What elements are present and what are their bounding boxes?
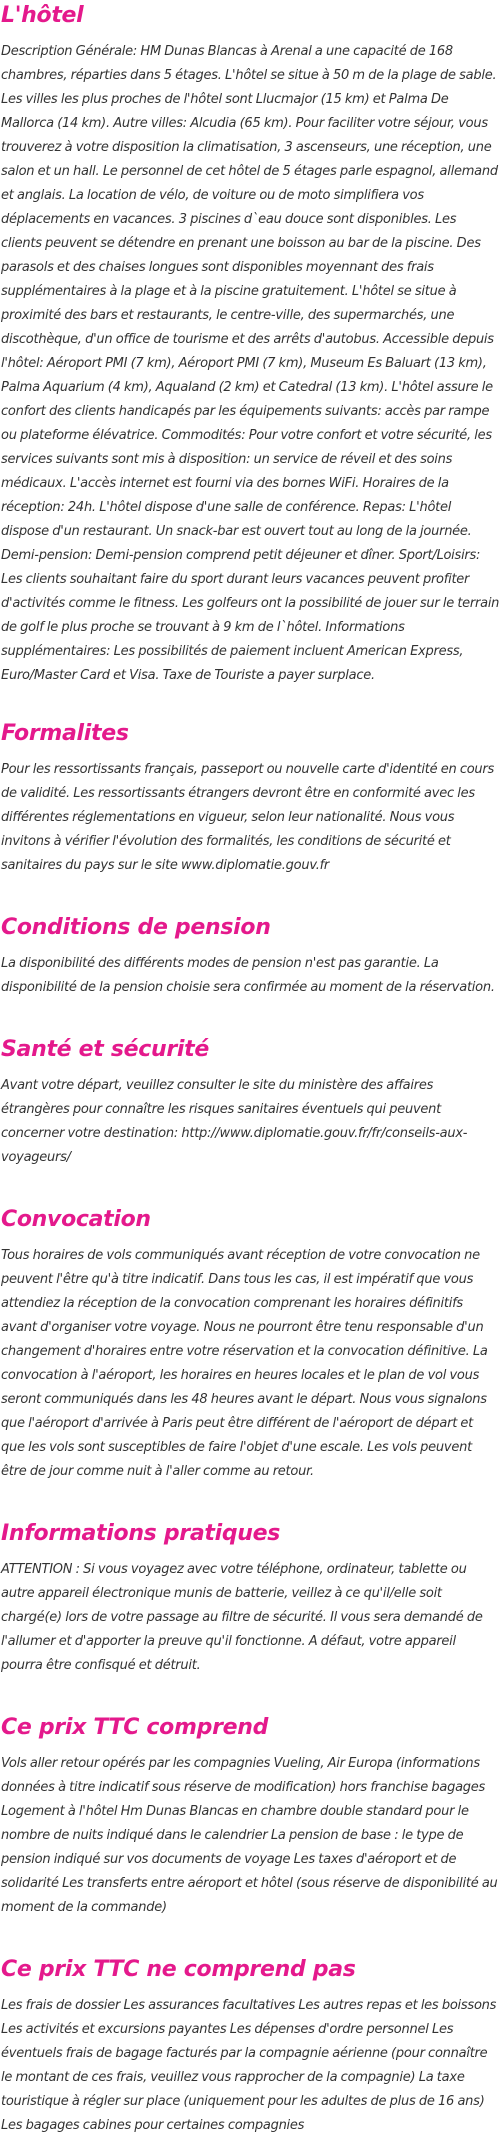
- section-title-convocation: Convocation: [1, 1207, 151, 1232]
- section-title-prix-ne-comprend-pas: Ce prix TTC ne comprend pas: [1, 1957, 356, 1982]
- section-body-hotel: Description Générale: HM Dunas Blancas à Arenal a une capacité de 168 chambres, réparties dans 5 étages. L'hôtel se situe à 50 m de la plage de sable. Les villes les plus proches de l'hôtel sont Llucmajor (15 km) et Palma De Mallorca (14 km). Autre villes: Alcudia (65 km). Pour faciliter votre séjour, vous trouverez à votre disposition la climatisation, 3 ascenseurs, une réception, une salon et un hall. Le personnel de cet hôtel de 5 étages parle espagnol, allemand et anglais. La location de vélo, de voiture ou de moto simplifiera vos déplacements en vacances. 3 piscines d`eau douce sont disponibles. Les clients peuvent se détendre en prenant une boisson au bar de la piscine. Des parasols et des chaises longues sont disponibles moyennant des frais supplémentaires à la plage et à la piscine gratuitement. L'hôtel se situe à proximité des bars et restaurants, le centre-ville, des supermarchés, une discothèque, d'un office de tourisme et des arrêts d'autobus. Accessible depuis l'hôtel: Aéroport PMI (7 km), Aéroport PMI (7 km), Museum Es Baluart (13 km), Palma Aquarium (4 km), Aqualand (2 km) et Catedral (13 km). L'hôtel assure le confort des clients handicapés par les équipements suivants: accès par rampe ou plateforme élévatrice. Commodités: Pour votre confort et votre sécurité, les services suivants sont mis à disposition: un service de réveil et des soins médicaux. L'accès internet est fourni via des bornes WiFi. Horaires de la réception: 24h. L'hôtel dispose d'une salle de conférence. Repas: L'hôtel dispose d'un restaurant. Un snack-bar est ouvert tout au long de la journée. Demi-pension: Demi-pension comprend petit déjeuner et dîner. Sport/Loisirs: Les clients souhaitant faire du sport durant leurs vacances peuvent profiter d'activités comme le fitness. Les golfeurs ont la possibilité de jouer sur le terrain de golf le plus proche se trouvant à 9 km de l`hôtel. Informations supplémentaires: Les possibilités de paiement incluent American Express, Euro/Master Card et Visa. Taxe de Touriste a payer surplace.: [1, 44, 500, 683]
- section-body-prix-ne-comprend-pas: Les frais de dossier Les assurances facultatives Les autres repas et les boissons Les activités et excursions payantes Les dépenses d'ordre personnel Les éventuels frais de bagage facturés par la compagnie aérienne (pour connaître le montant de ces frais, veuillez vous rapprocher de la compagnie) La taxe touristique à régler sur place (uniquement pour les adultes de plus de 16 ans) Les bagages cabines pour certaines compagnies: [1, 1998, 497, 2133]
- section-title-hotel: L'hôtel: [1, 3, 84, 28]
- section-informations-pratiques: [1, 1520, 500, 1678]
- section-body-conditions-pension: La disponibilité des différents modes de pension n'est pas garantie. La disponibilité de la pension choisie sera confirmée au moment de la réservation.: [1, 956, 495, 995]
- section-title-sante-securite: Santé et sécurité: [1, 1037, 209, 1062]
- section-prix-comprend: [1, 1714, 500, 1920]
- section-title-conditions-pension: Conditions de pension: [1, 915, 271, 940]
- section-title-informations-pratiques: Informations pratiques: [1, 1521, 281, 1546]
- section-body-prix-comprend: Vols aller retour opérés par les compagnies Vueling, Air Europa (informations données à titre indicatif sous réserve de modification) hors franchise bagages Logement à l'hôtel Hm Dunas Blancas en chambre double standard pour le nombre de nuits indiqué dans le calendrier La pension de base : le type de pension indiqué sur vos documents de voyage Les taxes d'aéroport et de solidarité Les transferts entre aéroport et hôtel (sous réserve de disponibilité au moment de la commande): [1, 1756, 498, 1915]
- section-formalites: [1, 720, 500, 878]
- section-title-formalites: Formalites: [1, 721, 129, 746]
- section-sante-securite: [1, 1036, 500, 1170]
- section-prix-ne-comprend-pas: [1, 1956, 500, 2138]
- section-title-prix-comprend: Ce prix TTC comprend: [1, 1715, 269, 1740]
- section-body-informations-pratiques: ATTENTION : Si vous voyagez avec votre téléphone, ordinateur, tablette ou autre appareil électronique munis de batterie, veillez à ce qu'il/elle soit chargé(e) lors de votre passage au filtre de sécurité. Il vous sera demandé de l'allumer et d'apporter la preuve qu'il fonctionne. A défaut, votre appareil pourra être confisqué et détruit.: [1, 1562, 483, 1673]
- section-body-formalites: Pour les ressortissants français, passeport ou nouvelle carte d'identité en cours de validité. Les ressortissants étrangers devront être en conformité avec les différentes réglementations en vigueur, selon leur nationalité. Nous vous invitons à vérifier l'évolution des formalités, les conditions de sécurité et sanitaires du pays sur le site www.diplomatie.gouv.fr: [1, 762, 495, 873]
- section-conditions-pension: [1, 914, 500, 1000]
- section-body-sante-securite: Avant votre départ, veuillez consulter le site du ministère des affaires étrangères pour connaître les risques sanitaires éventuels qui peuvent concerner votre destination: http://www.diplomatie.gouv.fr/fr/conseils-aux-voyageurs/: [1, 1078, 468, 1165]
- section-hotel: [1, 0, 500, 688]
- section-body-convocation: Tous horaires de vols communiqués avant réception de votre convocation ne peuvent l'être qu'à titre indicatif. Dans tous les cas, il est impératif que vous attendiez la réception de la convocation comprenant les horaires définitifs avant d'organiser votre voyage. Nous ne pourront être tenu responsable d'un changement d'horaires entre votre réservation et la convocation définitive. La convocation à l'aéroport, les horaires en heures locales et le plan de vol vous seront communiqués dans les 48 heures avant le départ. Nous vous signalons que l'aéroport d'arrivée à Paris peut être différent de l'aéroport de départ et que les vols sont susceptibles de faire l'objet d'une escale. Les vols peuvent être de jour comme nuit à l'aller comme au retour.: [1, 1248, 488, 1479]
- section-convocation: [1, 1206, 500, 1484]
